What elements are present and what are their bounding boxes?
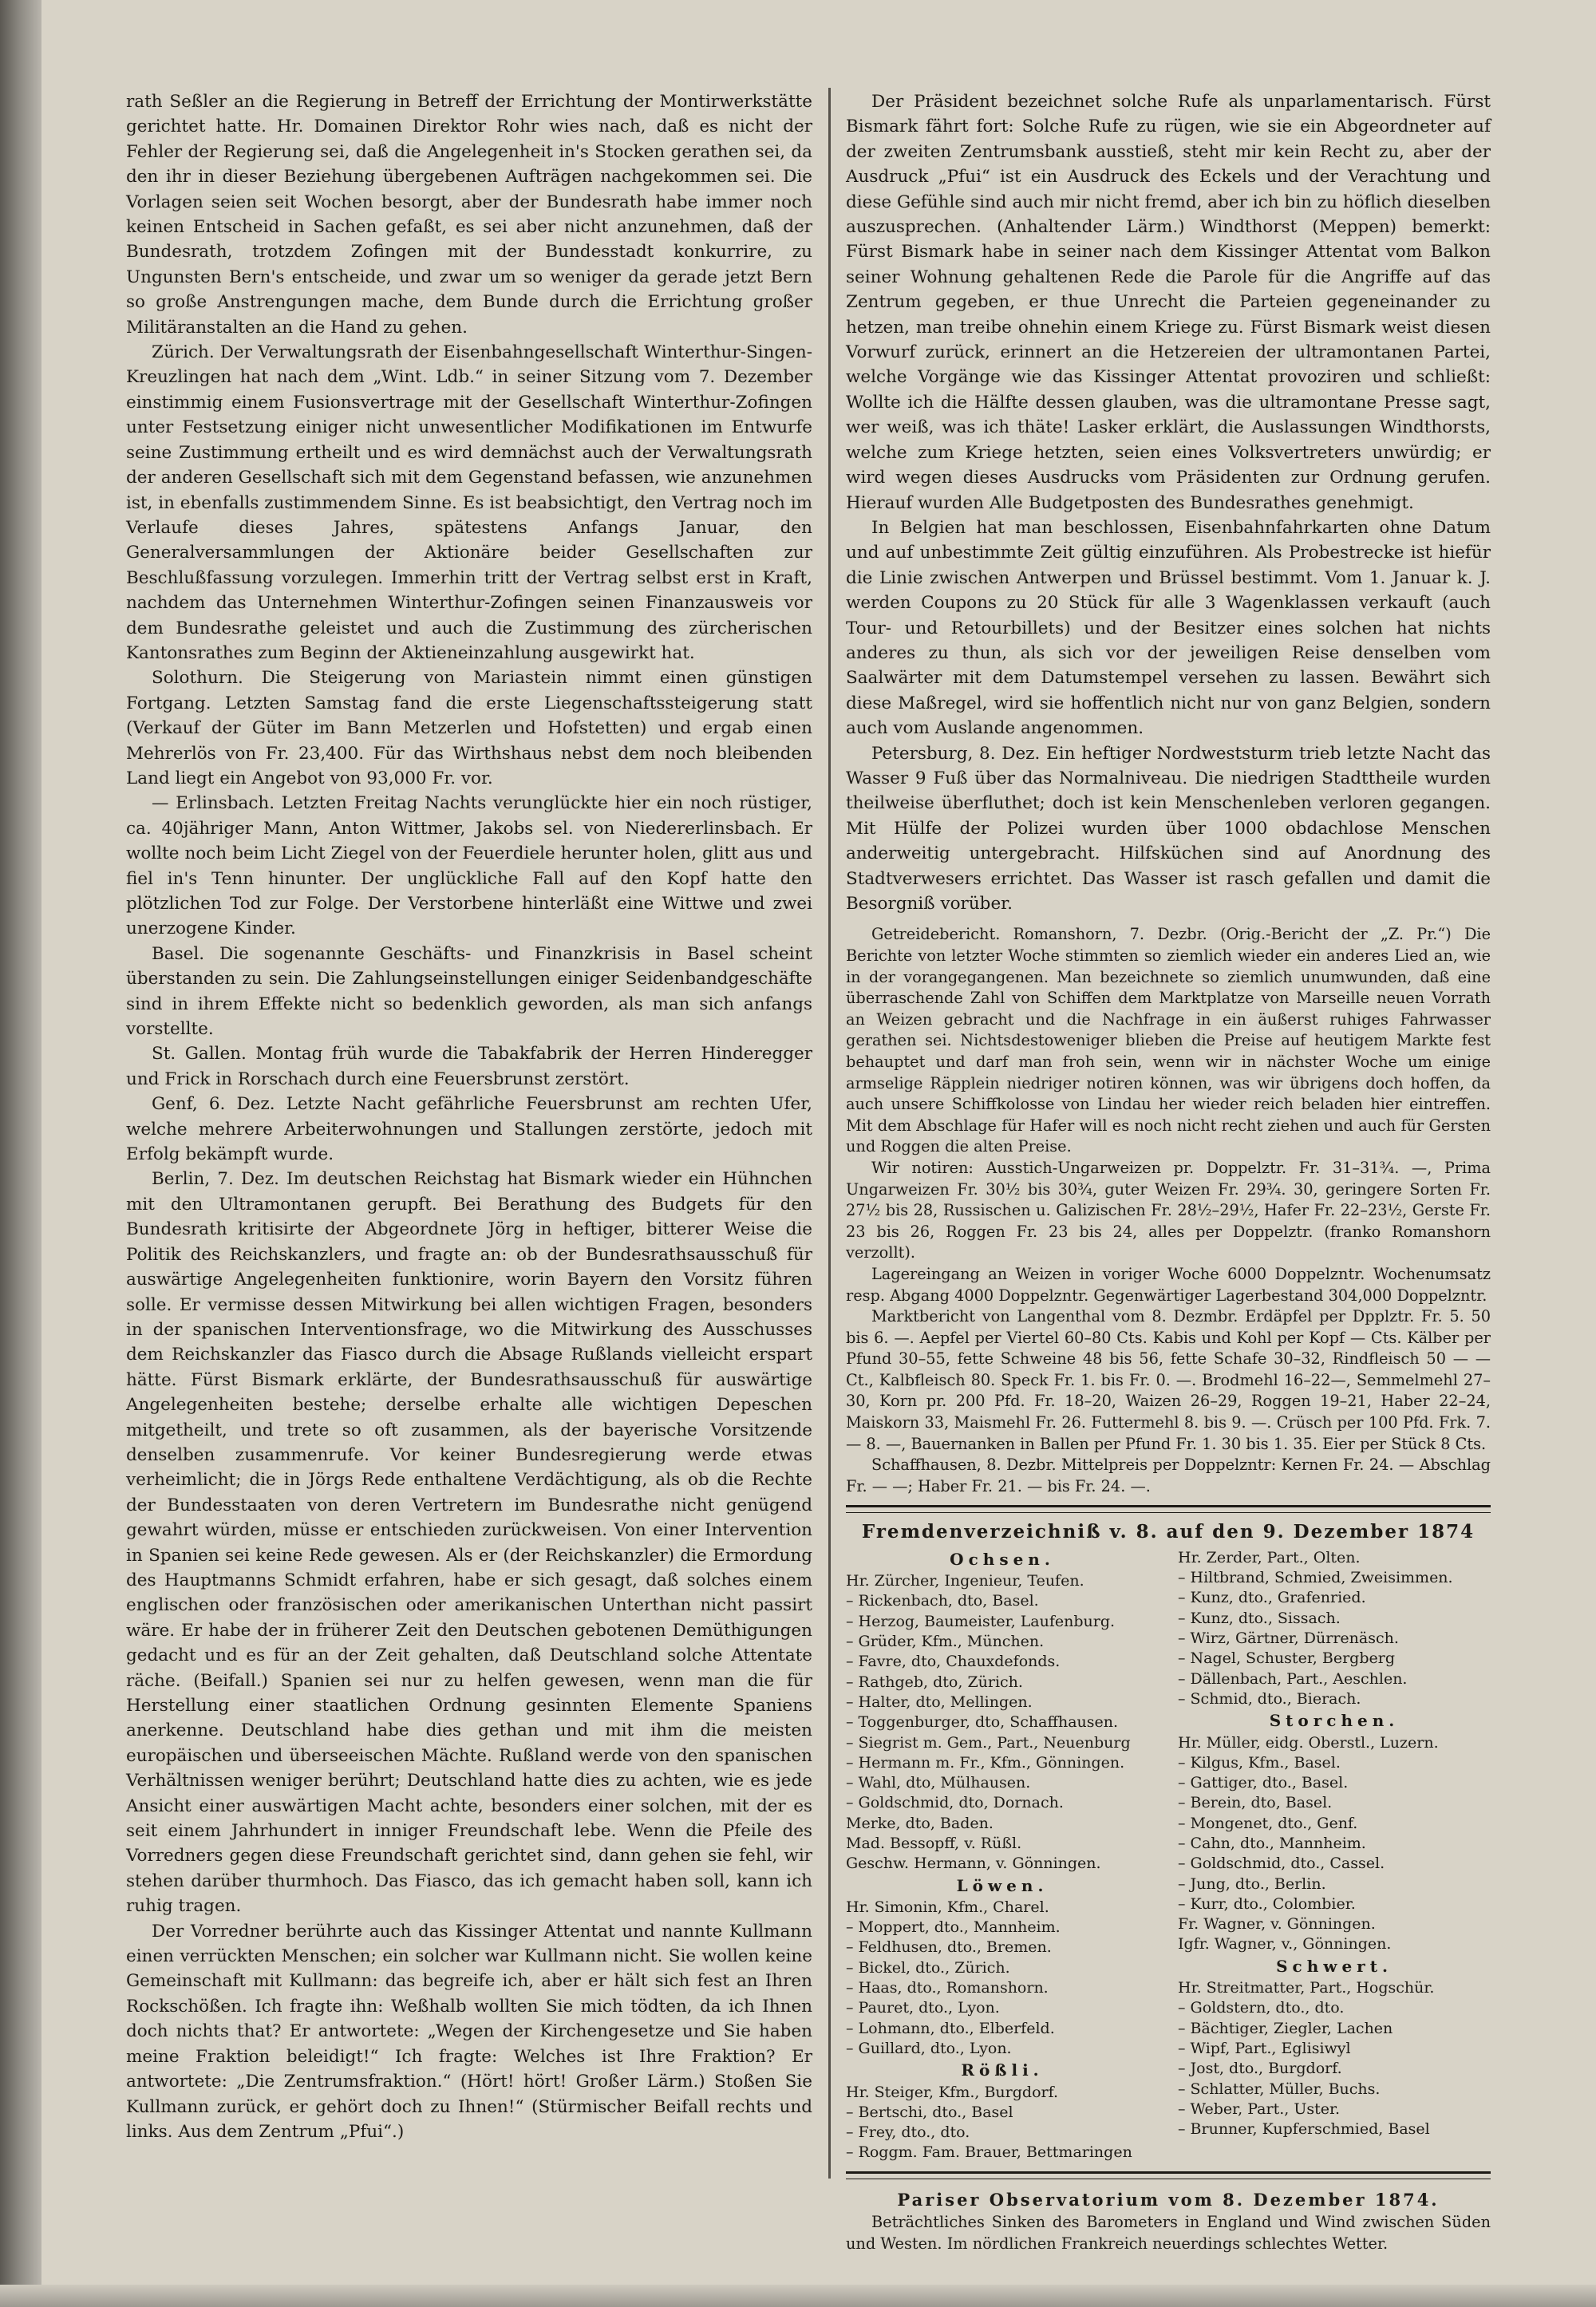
hotel-heading: Ochsen. [950, 1549, 1055, 1569]
page-bottom-edge [0, 2285, 1596, 2307]
observatory-title: Pariser Observatorium vom 8. Dezember 1874. [897, 2189, 1440, 2210]
guest-entry: – Mongenet, dto., Genf. [1178, 1814, 1358, 1832]
guest-entry: – Berein, dto, Basel. [1178, 1794, 1333, 1812]
hotel-heading: Schwert. [1276, 1956, 1393, 1976]
guest-entry: – Rickenbach, dto, Basel. [846, 1592, 1039, 1610]
guest-entry: Merke, dto, Baden. [846, 1814, 994, 1832]
guest-entry: – Moppert, dto., Mannheim. [846, 1918, 1061, 1937]
guest-entry: – Toggenburger, dto, Schaffhausen. [846, 1713, 1119, 1732]
guest-entry: Hr. Zürcher, Ingenieur, Teufen. [846, 1572, 1084, 1590]
guest-entry: Hr. Simonin, Kfm., Charel. [846, 1898, 1049, 1916]
right-column [846, 89, 1491, 2253]
guest-entry: – Schlatter, Müller, Buchs. [1178, 2080, 1381, 2098]
guest-entry: – Bächtiger, Ziegler, Lachen [1178, 2019, 1393, 2037]
article-paragraph: Zürich. Der Verwaltungsrath der Eisenbahngesellschaft Winterthur-Singen-Kreuzlingen hat nach dem „Wint. Ldb.“ in seiner Sitzung vom 7. Dezember einstimmig einem Fusionsvertrage mit der Gesellschaft Winterthur-Zofingen unter Festsetzung einiger nicht unwesentlicher Modifikationen im Entwurfe seine Zustimmung ertheilt und es wird demnächst auch der Verwaltungsrath der anderen Gesellschaft sich mit dem Gegenstand befassen, wie anzunehmen ist, in ebenfalls zustimmendem Sinne. Es ist beabsichtigt, den Vertrag noch im Verlaufe dieses Jahres, spätestens Anfangs Januar, den Generalversammlungen der Aktionäre beider Gesellschaften zur Beschlußfassung vorzulegen. Immerhin tritt der Vertrag selbst erst in Kraft, nachdem das Unternehmen Winterthur-Zofingen seinen Finanzausweis vor dem Bundesrathe geleistet und auch die Zustimmung des zürcherischen Kantonsrathes zum Beginn der Aktieneinzahlung ausgewirkt hat. [126, 342, 812, 663]
section-rule [846, 1505, 1491, 1513]
guest-entry: – Wirz, Gärtner, Dürrenäsch. [1178, 1630, 1399, 1648]
guest-entry: – Bertschi, dto., Basel [846, 2103, 1013, 2121]
guest-entry: Hr. Müller, eidg. Oberstl., Luzern. [1178, 1733, 1439, 1752]
guest-entry: Mad. Bessopff, v. Rüßl. [846, 1835, 1022, 1852]
article-paragraph: Der Vorredner berührte auch das Kissinger Attentat und nannte Kullmann einen verrückten Menschen; ein solcher war Kullmann nicht. Sie wollen keine Gemeinschaft mit Kullmann: das begreife ich, aber er hält sich fest an Ihren Rockschößen. Ich fragte ihn: Weßhalb wollten Sie mich tödten, da ich Ihnen doch nichts that? Er antwortete: „Wegen der Kirchengesetze und Sie haben meine Fraktion beleidigt!“ Ich fragte: Welches ist Ihre Fraktion? Er antwortete: „Die Zentrumsfraktion.“ (Hört! hört! Großer Lärm.) Stoßen Sie Kullmann zurück, er gehört doch zu Ihnen!“ (Stürmischer Beifall rechts und links. Aus dem Zentrum „Pfui“.) [126, 1921, 812, 2142]
grain-prices: Wir notiren: Ausstich-Ungarweizen pr. Doppelztr. Fr. 31–31¾. —, Prima Ungarweizen Fr. 30½ bis 30¾, guter Weizen Fr. 29¾. 30, geringere Sorten Fr. 27½ bis 28, Russischen u. Galizischen Fr. 28½–29½, Hafer Fr. 22–23½, Gerste Fr. 23 bis 26, Roggen Fr. 23 bis 24, alles per Doppelztr. (franko Romanshorn verzollt). [846, 1158, 1491, 1262]
article-paragraph: Der Präsident bezeichnet solche Rufe als unparlamentarisch. Fürst Bismark fährt fort: Solche Rufe zu rügen, wie sie ein Abgeordneter auf der zweiten Zentrumsbank ausstieß, steht mir kein Recht zu, aber der Ausdruck „Pfui“ ist ein Ausdruck des Eckels und der Verachtung und diese Gefühle sind auch mir nicht fremd, aber ich bin zu höflich dieselben auszusprechen. (Anhaltender Lärm.) Windthorst (Meppen) bemerkt: Fürst Bismark habe in seiner nach dem Kissinger Attentat vom Balkon seiner Wohnung gehaltenen Rede die Parole für die Angriffe auf das Zentrum gegeben, er thue Unrecht die Parteien gegeneinander zu hetzen, man treibe ohnehin einem Kriege zu. Fürst Bismark weist diesen Vorwurf zurück, erinnert an die Hetzereien der ultramontanen Partei, welche Vorgänge wie das Kissinger Attentat provoziren und schließt: Wollte ich die Hälfte dessen glauben, was die ultramontane Presse sagt, wer weiß, was ich thäte! Lasker erklärt, die Auslassungen Windthorsts, welche zum Kriege hetzten, seien eines Volksvertreters unwürdig; er wird wegen dieses Ausdrucks vom Präsidenten zur Ordnung gerufen. Hierauf wurden Alle Budgetposten des Bundesrathes genehmigt. [846, 92, 1491, 513]
guest-entry: – Jost, dto., Burgdorf. [1178, 2060, 1342, 2078]
guest-entry: – Frey, dto., dto. [846, 2123, 970, 2142]
guest-entry: – Guillard, dto., Lyon. [846, 2039, 1012, 2057]
guest-entry: – Roggm. Fam. Brauer, Bettmaringen [846, 2143, 1132, 2162]
guest-entry: – Wipf, Part., Eglisiwyl [1178, 2039, 1351, 2057]
guest-entry: – Lohmann, dto., Elberfeld. [846, 2019, 1055, 2037]
guest-entry: – Herzog, Baumeister, Laufenburg. [846, 1612, 1116, 1630]
guest-entry: – Hermann m. Fr., Kfm., Gönningen. [846, 1753, 1125, 1772]
column-divider [828, 88, 831, 2179]
guest-entry: – Gattiger, dto., Basel. [1178, 1774, 1349, 1792]
guest-entry: – Hiltbrand, Schmied, Zweisimmen. [1178, 1569, 1453, 1587]
guest-entry: Fr. Wagner, v. Gönningen. [1178, 1915, 1376, 1934]
article-paragraph: Basel. Die sogenannte Geschäfts- und Finanzkrisis in Basel scheint überstanden zu sein. Die Zahlungseinstellungen einiger Seidenbandgeschäfte sind in ihrem Effekte nicht so bedenklich geworden, als man sich anfangs vorstellte. [126, 943, 812, 1040]
hotel-heading: Storchen. [1269, 1711, 1400, 1731]
hotel-heading: Löwen. [956, 1875, 1049, 1895]
guest-entry: – Rathgeb, dto, Zürich. [846, 1673, 1023, 1691]
guest-entry: – Grüder, Kfm., München. [846, 1633, 1045, 1651]
observatory-report: Beträchtliches Sinken des Barometers in England und Wind zwischen Süden und Westen. Im nördlichen Frankreich neuerdings schlechtes Wetter. [846, 2213, 1491, 2253]
guest-entry: – Siegrist m. Gem., Part., Neuenburg [846, 1733, 1131, 1752]
guest-entry: – Kurr, dto., Colombier. [1178, 1894, 1356, 1913]
guest-entry: – Dällenbach, Part., Aeschlen. [1178, 1669, 1408, 1688]
guest-entry: – Weber, Part., Uster. [1178, 2100, 1341, 2118]
guest-entry: – Goldstern, dto., dto. [1178, 1999, 1345, 2017]
hotel-heading: Rößli. [961, 2060, 1044, 2080]
article-paragraph: rath Seßler an die Regierung in Betreff der Errichtung der Montirwerkstätte gerichtet hatte. Hr. Domainen Direktor Rohr wies nach, daß es nicht der Fehler der Regierung sei, daß die Angelegenheit in's Stocken gerathen sei, da den ihr in dieser Beziehung übergebenen Aufträgen nachgekommen sei. Die Vorlagen seien seit Wochen besorgt, aber der Bundesrath habe immer noch keinen Entscheid in Sachen gefaßt, es sei aber nicht anzunehmen, daß der Bundesrath, trotzdem Zofingen mit der Bundesstadt konkurrire, zu Ungunsten Bern's entscheide, und zwar um so weniger da gerade jetzt Bern so große Anstrengungen mache, dem Bunde durch die Errichtung großer Militäranstalten an die Hand zu gehen. [126, 92, 812, 338]
guest-entry: Hr. Streitmatter, Part., Hogschür. [1178, 1979, 1435, 1997]
guest-entry: – Feldhusen, dto., Bremen. [846, 1938, 1052, 1957]
langenthal-market-report: Marktbericht von Langenthal vom 8. Dezmbr. Erdäpfel per Dpplztr. Fr. 5. 50 bis 6. —. Aepfel per Viertel 60–80 Cts. Kabis und Kohl per Kopf — Cts. Kälber per Pfund 30–55, fette Schweine 48 bis 56, fette Schafe 30–32, Rindfleisch 50 — — Ct., Kalbfleisch 80. Speck Fr. 1. bis Fr. 0. —. Brodmehl 16–22—, Semmelmehl 27–30, Korn pr. 200 Pfd. Fr. 18–20, Waizen 26–29, Roggen 19–21, Haber 22–24, Maiskorn 33, Maismehl Fr. 26. Futtermehl 8. bis 9. —. Crüsch per 100 Pfd. Frk. 7. — 8. —, Bauernanken in Ballen per Pfund Fr. 1. 30 bis 1. 35. Eier per Stück 8 Cts. [846, 1307, 1491, 1453]
article-paragraph: St. Gallen. Montag früh wurde die Tabakfabrik der Herren Hinderegger und Frick in Rorschach durch eine Feuersbrunst zerstört. [126, 1044, 812, 1089]
guest-list-left-column [846, 1548, 1159, 2163]
guest-entry: – Favre, dto, Chauxdefonds. [846, 1653, 1061, 1671]
guest-entry: – Jung, dto., Berlin. [1178, 1874, 1326, 1893]
guest-entry: – Bickel, dto., Zürich. [846, 1958, 1010, 1977]
left-column [126, 89, 812, 2180]
guest-entry: – Halter, dto, Mellingen. [846, 1693, 1033, 1711]
article-paragraph: — Erlinsbach. Letzten Freitag Nachts verunglückte hier ein noch rüstiger, ca. 40jähriger Mann, Anton Wittmer, Jakobs sel. von Niedererlinsbach. Er wollte noch beim Licht Ziegel von der Feuerdiele herunter holen, glitt aus und fiel in's Tenn hinunter. Der unglückliche Fall auf den Kopf hatte den plötzlichen Tod zur Folge. Der Verstorbene hinterläßt eine Wittwe und zwei unerzogene Kinder. [126, 793, 812, 939]
article-paragraph: Solothurn. Die Steigerung von Mariastein nimmt einen günstigen Fortgang. Letzten Samstag fand die erste Liegenschaftssteigerung statt (Verkauf der Güter im Bann Metzerlen und Hofstetten) und ergab einen Mehrerlös von Fr. 23,400. Für das Wirthshaus nebst dem noch bleibenden Land liegt ein Angebot von 93,000 Fr. vor. [126, 668, 812, 788]
guest-entry: – Schmid, dto., Bierach. [1178, 1689, 1361, 1708]
guest-entry: – Goldschmid, dto, Dornach. [846, 1794, 1064, 1812]
guest-entry: – Kunz, dto., Grafenried. [1178, 1589, 1366, 1607]
article-paragraph: Petersburg, 8. Dez. Ein heftiger Nordweststurm trieb letzte Nacht das Wasser 9 Fuß über das Normalniveau. Die niedrigen Stadttheile wurden theilweise überfluthet; doch ist kein Menschenleben verloren gegangen. Mit Hülfe der Polizei wurden über 1000 obdachlose Menschen anderweitig untergebracht. Hilfsküchen sind auf Anordnung des Stadtverwesers errichtet. Das Wasser ist rasch gefallen und damit die Besorgniß vorüber. [846, 743, 1491, 914]
guest-entry: – Cahn, dto., Mannheim. [1178, 1835, 1366, 1852]
guest-list [846, 1548, 1491, 2163]
guest-entry: – Kilgus, Kfm., Basel. [1178, 1753, 1341, 1772]
schaffhausen-market-report: Schaffhausen, 8. Dezbr. Mittelpreis per Doppelzntr: Kernen Fr. 24. — Abschlag Fr. — —; Haber Fr. 21. — bis Fr. 24. —. [846, 1456, 1491, 1495]
article-paragraph: In Belgien hat man beschlossen, Eisenbahnfahrkarten ohne Datum und auf unbestimmte Zeit gültig einzuführen. Als Probestrecke ist hiefür die Linie zwischen Antwerpen und Brüssel bestimmt. Vom 1. Januar k. J. werden Coupons zu 20 Stück für alle 3 Wagenklassen verkauft (auch Tour- und Retourbillets) und der Besitzer eines solchen hat nichts anderes zu thun, als sich vor der jeweiligen Reise denselben vom Saalwärter mit dem Datumstempel versehen zu lassen. Bewährt sich diese Maßregel, wird sie hoffentlich nicht nur von ganz Belgien, sondern auch vom Auslande angenommen. [846, 517, 1491, 739]
guest-list-title: Fremdenverzeichniß v. 8. auf den 9. Dezember 1874 [861, 1521, 1476, 1543]
section-rule [846, 2171, 1491, 2179]
article-paragraph: Genf, 6. Dez. Letzte Nacht gefährliche Feuersbrunst am rechten Ufer, welche mehrere Arbeiterwohnungen und Stallungen zerstörte, jedoch mit Erfolg bekämpft wurde. [126, 1094, 812, 1165]
guest-entry: Hr. Steiger, Kfm., Burgdorf. [846, 2083, 1058, 2101]
guest-entry: Hr. Zerder, Part., Olten. [1178, 1548, 1361, 1566]
warehouse-stock: Lagereingang an Weizen in voriger Woche 6000 Doppelzntr. Wochenumsatz resp. Abgang 4000 Doppelzntr. Gegenwärtiger Lagerbestand 304,000 Doppelzntr. [846, 1264, 1491, 1305]
guest-entry: – Nagel, Schuster, Bergberg [1178, 1649, 1395, 1668]
guest-entry: – Haas, dto., Romanshorn. [846, 1979, 1049, 1997]
guest-entry: Igfr. Wagner, v., Gönningen. [1178, 1935, 1392, 1953]
guest-entry: Geschw. Hermann, v. Gönningen. [846, 1855, 1101, 1873]
guest-entry: – Wahl, dto, Mülhausen. [846, 1774, 1031, 1792]
guest-list-right-column [1178, 1548, 1491, 2163]
guest-entry: – Kunz, dto., Sissach. [1178, 1609, 1341, 1627]
article-paragraph: Berlin, 7. Dez. Im deutschen Reichstag hat Bismark wieder ein Hühnchen mit den Ultramontanen gerupft. Bei Berathung des Budgets für den Bundesrath kritisirte der Abgeordnete Jörg in heftiger, bitterer Weise die Politik des Reichskanzlers, und fragte an: ob der Bundesrathsausschuß für auswärtige Angelegenheiten funktionire, worin Bayern den Vorsitz führen solle. Er vermisse dessen Mitwirkung bei allen wichtigen Fragen, besonders in der spanischen Interventionsfrage, wo die Mitwirkung des Ausschusses dem Reichskanzler das Fiasco durch die Absage Rußlands vielleicht erspart hätte. Fürst Bismark erklärte, der Bundesrathsausschuß für auswärtige Angelegenheiten bestehe; derselbe erhalte alle wichtigen Depeschen mitgetheilt, und trete so oft zusammen, als der bayerische Vorsitzende denselben zusammenrufe. Vor keiner Bundesregierung werde etwas verheimlicht; die in Jörgs Rede enthaltene Verdächtigung, als ob die Rechte der Bundesstaaten von deren Vertretern im Bundesrathe nicht genügend gewahrt würden, müsse er entschieden zurückweisen. Von einer Intervention in Spanien sei keine Rede gewesen. Als er (der Reichskanzler) die Ermordung des Hauptmanns Schmidt erfahren, habe er sich gesagt, daß solches einem englischen oder französischen oder amerikanischen Unterthan nicht passirt wäre. Er habe der in früherer Zeit den Deutschen gebotenen Demüthigungen gedacht und es für an der Zeit gehalten, daß Deutschland solche Attentate räche. (Beifall.) Spanien sei nur zu helfen gewesen, wenn man die für Herstellung einer staatlichen Ordnung gesinnten Elemente Spaniens anerkenne. Deutschland habe dies gethan und mit ihm die meisten europäischen und überseeischen Mächte. Rußland werde von den spanischen Verhältnissen weniger berührt; Deutschland hatte dies zu achten, wie es jede Ansicht einer auswärtigen Macht achte, besonders einer solchen, mit der es seit einem Jahrhundert in inniger Freundschaft lebe. Wenn die Pfeile des Vorredners gegen diese Freundschaft gerichtet sind, dann gehen sie fehl, wir stehen darüber thurmhoch. Das Fiasco, das ich gemacht haben soll, kann ich ruhig tragen. [126, 1169, 812, 1917]
guest-entry: – Brunner, Kupferschmied, Basel [1178, 2120, 1430, 2139]
guest-entry: – Pauret, dto., Lyon. [846, 1999, 1000, 2017]
page-gutter-shadow [0, 0, 41, 2307]
guest-entry: – Goldschmid, dto., Cassel. [1178, 1855, 1385, 1873]
grain-report: Getreidebericht. Romanshorn, 7. Dezbr. (Orig.-Bericht der „Z. Pr.“) Die Berichte von letzter Woche stimmten so ziemlich wieder ein anderes Lied an, wie in der vorangegangenen. Man bezeichnete so ziemlich unumwunden, daß eine überraschende Zahl von Schiffen dem Marktplatze von Marseille neuen Vorrath an Weizen gebracht und die Nachfrage in ein äußerst ruhiges Fahrwasser gerathen sei. Nichtsdestoweniger blieben die Preise auf heutigem Markte fest behauptet und darf man froh sein, wenn wir in nächster Woche um einige armselige Räpplein niedriger notiren können, was wir übrigens doch hoffen, da auch unsere Schiffkolosse von Lindau her wieder reich beladen hier eintreffen. Mit dem Abschlage für Hafer will es noch nicht recht ziehen und auch für Gersten und Roggen die alten Preise. [846, 925, 1491, 1156]
